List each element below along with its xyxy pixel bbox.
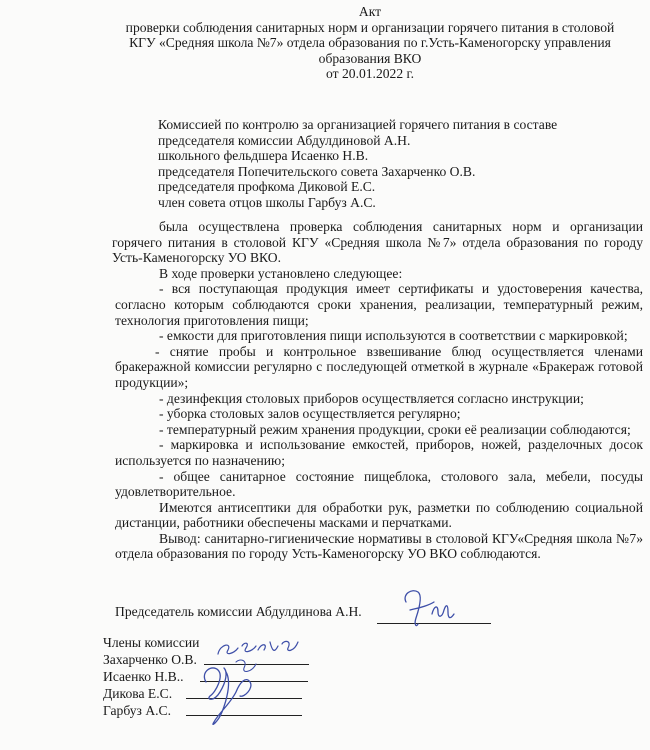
commission-member: школьного фельдшера Исаенко Н.В. — [158, 148, 369, 164]
findings-item: - дезинфекция столовых приборов осуществляется согласно инструкции; — [159, 390, 584, 406]
body-paragraph: была осуществлена проверка соблюдения санитарных норм и организации горячего питания в столовой КГУ «Средняя школа №7» отдела образования по городу Усть-Каменогорску УО ВКО. — [112, 219, 643, 266]
member-signature-icon — [196, 652, 266, 732]
members-signature-block — [103, 634, 199, 719]
findings-item: - уборка столовых залов осуществляется регулярно; — [159, 406, 461, 422]
body-paragraph: Имеются антисептики для обработки рук, разметки по соблюдению социальной дистанции, работники обеспечены масками и перчатками. — [115, 499, 643, 531]
commission-list — [158, 117, 557, 211]
findings-item: - общее санитарное состояние пищеблока, столового зала, мебели, посуды удовлетворительное. — [115, 468, 643, 500]
commission-member: председателя комиссии Абдулдиновой А.Н. — [158, 132, 411, 148]
title-act: Акт — [358, 4, 382, 19]
member-signature-name: Дикова Е.С. — [103, 686, 173, 701]
findings-item: - снятие пробы и контрольное взвешивание блюд осуществляется членами бракеражной комиссии регулярно с последующей отметкой в журнале «Бракераж готовой продукции»; — [115, 343, 643, 390]
member-signature-name: Исаенко Н.В.. — [103, 669, 184, 684]
conclusion-paragraph: Вывод: санитарно-гигиенические нормативы в столовой КГУ«Средняя школа №7» отдела образования по городу Усть-Каменогорску УО ВКО соблюдаются. — [115, 530, 643, 562]
document-body — [112, 219, 643, 562]
findings-item: - температурный режим хранения продукции, сроки её реализации соблюдаются; — [159, 421, 631, 437]
title-line-2: проверки соблюдения санитарных норм и организации горячего питания в столовой — [125, 19, 615, 35]
member-signature-name: Захарченко О.В. — [103, 652, 197, 667]
title-date: от 20.01.2022 г. — [326, 66, 414, 81]
document-title-block — [100, 4, 640, 82]
title-line-3: КГУ «Средняя школа №7» отдела образования по г.Усть-Каменогорску управления — [129, 35, 611, 50]
members-title: Члены комиссии — [103, 635, 200, 650]
commission-member: председателя профкома Диковой Е.С. — [158, 179, 376, 195]
findings-item: - маркировка и использование емкостей, приборов, ножей, разделочных досок используется по назначению; — [115, 437, 643, 468]
commission-member: член совета отцов школы Гарбуз А.С. — [158, 194, 376, 210]
member-signature-name: Гарбуз А.С. — [103, 703, 171, 718]
chair-signature-icon — [398, 584, 458, 634]
title-line-4: образования ВКО — [318, 50, 422, 66]
body-paragraph: В ходе проверки установлено следующее: — [159, 265, 403, 281]
commission-intro: Комиссией по контролю за организацией горячего питания в составе — [158, 117, 558, 132]
findings-item: - вся поступающая продукция имеет сертификаты и удостоверения качества, согласно которым соблюдаются сроки хранения, реализации, температурный режим, технология приготовления пищи; — [115, 281, 643, 328]
chair-signature-label: Председатель комиссии Абдулдинова А.Н. — [115, 604, 362, 619]
commission-member: председателя Попечительского совета Захарченко О.В. — [158, 163, 476, 179]
findings-item: - емкости для приготовления пищи используются в соответствии с маркировкой; — [159, 328, 628, 344]
